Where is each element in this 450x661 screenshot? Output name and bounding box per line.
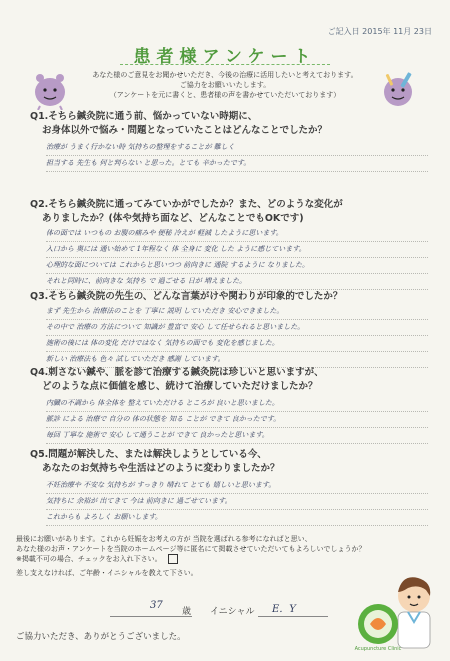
- question-2: [30, 198, 434, 226]
- answer-line: 気持ちに 余裕が 出てきて 今は 前向きに 過ごせています。: [46, 494, 428, 510]
- title-underline: [120, 64, 330, 65]
- question-4: [30, 366, 434, 394]
- footer-line-text: ※掲載不可の場合、チェックをお入れ下さい。: [16, 555, 162, 563]
- question-5: [30, 448, 434, 476]
- answer-line: 毎回 丁寧な 施術で 安心 して通うことが できて 良かったと思います。: [46, 428, 428, 444]
- page-title: 患者様アンケート: [133, 47, 317, 67]
- entry-date: ご記入日 2015年 11月 23日: [327, 27, 432, 36]
- intro-line: あなた様のご意見をお聞かせいただき、今後の治療に活用したいと考えております。: [92, 71, 358, 79]
- answer-line: その中で 治療の 方法について 知識が 豊富で 安心 して任せられると思いました。: [46, 320, 428, 336]
- question-label: Q2.そちら鍼灸院に通ってみていかがでしたか？また、どのような変化が: [30, 199, 343, 210]
- question-label: Q1.そちら鍼灸院に通う前、悩かっていない時期に、: [30, 111, 258, 122]
- answer-2: [46, 226, 428, 290]
- question-label-cont: どのような点に価値を感じ、続けて治療していただけましたか？: [42, 381, 318, 392]
- answer-4: [46, 396, 428, 444]
- answer-line: 脈診 による 治療で 自分の 体の状態を 知る ことが できて 良かったです。: [46, 412, 428, 428]
- intro-text: [70, 70, 380, 100]
- age-suffix: 歳: [182, 607, 192, 617]
- no-publish-checkbox[interactable]: [168, 554, 178, 564]
- answer-line: 体の面では いつもの お腹の痛みや 便秘 冷えが 軽減 したように思います。: [46, 226, 428, 242]
- answer-line: 新しい 治療法も 色々 試していただき 感謝 しています。: [46, 352, 428, 368]
- question-label-cont: あなたのお気持ちや生活はどのように変わりましたか？: [42, 463, 280, 474]
- answer-line: 内臓の不調から 体全体を 整えていただける ところが 良いと思いました。: [46, 396, 428, 412]
- mascot-left-icon: [30, 68, 70, 110]
- footer-line: 差し支えなければ、ご年齢・イニシャルを教えて下さい。: [16, 569, 198, 577]
- age-value[interactable]: 37: [150, 600, 163, 611]
- answer-5: [46, 478, 428, 526]
- question-label: Q5.問題が解決した、または解決しようとしている今、: [30, 449, 267, 460]
- intro-line: ご協力をお願いいたします。: [179, 81, 271, 89]
- answer-line: 不妊治療や 不安な 気持ちが すっきり 晴れて とても 嬉しいと思います。: [46, 478, 428, 494]
- clinic-logo-text: Acupuncture Clinic: [354, 646, 402, 652]
- footer-notes: [16, 534, 380, 578]
- question-label-cont: ありましたか？(体や気持ち面など、どんなことでもOKです): [42, 213, 304, 224]
- clinic-logo-icon: [352, 566, 444, 656]
- answer-line: 施術の後には 体の変化 だけではなく 気持ちの面でも 変化を感じました。: [46, 336, 428, 352]
- initial-label: イニシャル: [210, 607, 255, 617]
- answer-line: これからも よろしく お願いします。: [46, 510, 428, 526]
- answer-1: [46, 140, 428, 172]
- answer-line: 治療が うまく行かない時 気持ちの整理をすることが 難しく: [46, 140, 428, 156]
- footer-line: 最後にお願いがあります。これから妊娠をお考えの方が 当院を選ばれる参考になればと思い、: [16, 535, 312, 543]
- age-underline: [110, 616, 192, 617]
- initial-underline: [258, 616, 328, 617]
- answer-line: まず 先生から 治療法のことを 丁寧に 説明 していただき 安心できました。: [46, 304, 428, 320]
- question-label: Q3.そちら鍼灸院の先生の、どんな言葉がけや関わりが印象的でしたか？: [30, 291, 343, 302]
- question-label-cont: お身体以外で悩み・問題となっていたことはどんなことでしたか？: [42, 125, 328, 136]
- mascot-right-icon: [378, 68, 418, 110]
- question-3: [30, 290, 434, 304]
- answer-line: 担当する 先生も 何と判らない と思った。とても 辛かったです。: [46, 156, 428, 172]
- thanks-message: ご協力いただき、ありがとうございました。: [16, 632, 186, 642]
- answer-line: 心理的な面については これからと思いつつ 前向きに 通院 するように なりました。: [46, 258, 428, 274]
- answer-line: 入口から 奥には 通い始めて 1年程なく 体 全身に 変化 した ように感じています。: [46, 242, 428, 258]
- footer-line: あなた様のお声・アンケートを当院のホームページ等に匿名にて掲載させていただいてもよろしいでしょうか？: [16, 545, 366, 553]
- answer-3: [46, 304, 428, 368]
- question-label: Q4.刺さない鍼や、脈を診て治療する鍼灸院は珍しいと思いますが、: [30, 367, 324, 378]
- footer-line: [16, 554, 380, 564]
- intro-line: （アンケートを元に書くと、患者様の声を書かせていただいております）: [109, 91, 341, 99]
- answer-line: それと同時に、前向きな 気持ち で 過ごせる 日が 増えました。: [46, 274, 428, 290]
- initial-value[interactable]: E．Y: [272, 604, 296, 615]
- question-1: [30, 110, 434, 138]
